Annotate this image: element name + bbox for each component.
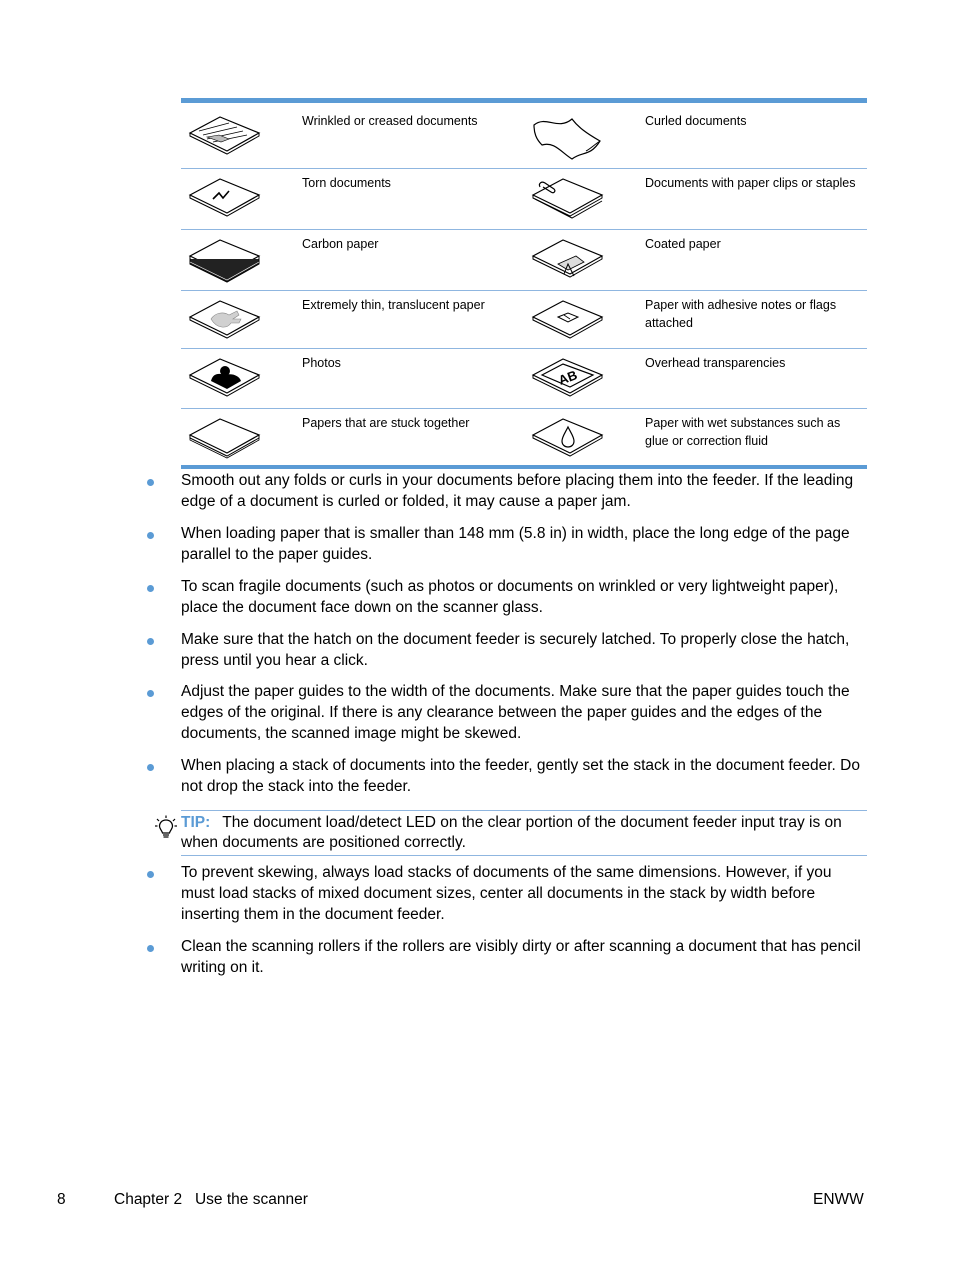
bullet-icon xyxy=(147,945,154,952)
paper-clip-icon xyxy=(528,173,608,225)
bullet-icon xyxy=(147,532,154,539)
row-label-left: Papers that are stuck together xyxy=(302,416,470,430)
photo-icon xyxy=(185,353,265,405)
row-label-left: Photos xyxy=(302,356,341,370)
tip-label: TIP: xyxy=(181,814,211,831)
wet-drop-icon xyxy=(528,413,608,465)
row-label-right: Curled documents xyxy=(645,114,747,128)
edition-code: ENWW xyxy=(813,1191,864,1208)
lightbulb-icon xyxy=(155,815,177,841)
bullet-icon xyxy=(147,585,154,592)
bullet-text: When loading paper that is smaller than 148 mm (5.8 in) in width, place the long edge of the page parallel to the paper guides. xyxy=(181,525,850,563)
row-label-right: Documents with paper clips or staples xyxy=(645,176,856,190)
bullet-text: Adjust the paper guides to the width of the documents. Make sure that the paper guides touch the edges of the original. If there is any clearance between the paper guides and the edges of the documents, the scanned image might be skewed. xyxy=(181,683,850,742)
adhesive-note-icon xyxy=(528,295,608,347)
bullet-icon xyxy=(147,764,154,771)
chapter-title: Chapter 2 Use the scanner xyxy=(114,1191,308,1208)
bullet-text: Smooth out any folds or curls in your documents before placing them into the feeder. If the leading edge of a document is curled or folded, it may cause a paper jam. xyxy=(181,472,854,510)
bullet-text: Clean the scanning rollers if the rollers are visibly dirty or after scanning a document that has pencil writing on it. xyxy=(181,938,861,976)
row-label-right: Coated paper xyxy=(645,237,721,251)
row-label-left: Extremely thin, translucent paper xyxy=(302,298,485,312)
table-row xyxy=(181,348,867,408)
table-row xyxy=(181,229,867,290)
bullet-icon xyxy=(147,479,154,486)
coated-paper-icon xyxy=(528,234,608,286)
page-number: 8 xyxy=(57,1191,66,1208)
table-row xyxy=(181,290,867,348)
bullet-text: To scan fragile documents (such as photos or documents on wrinkled or very lightweight paper), place the document face down on the scanner glass. xyxy=(181,578,839,616)
table-row xyxy=(181,168,867,229)
row-label-left: Carbon paper xyxy=(302,237,379,251)
paper-types-table xyxy=(181,98,867,469)
stuck-papers-icon xyxy=(185,413,265,465)
transparency-badge: AB xyxy=(556,367,580,388)
torn-paper-icon xyxy=(185,173,265,225)
wrinkled-paper-icon xyxy=(185,111,265,163)
row-label-left: Torn documents xyxy=(302,176,391,190)
bullet-icon xyxy=(147,871,154,878)
carbon-paper-icon xyxy=(185,234,265,286)
row-label-right: Paper with wet substances such as glue or correction fluid xyxy=(645,416,841,448)
bullet-text: Make sure that the hatch on the document feeder is securely latched. To properly close the hatch, press until you hear a click. xyxy=(181,631,850,669)
tip-body: The document load/detect LED on the clear portion of the document feeder input tray is on when documents are positioned correctly. xyxy=(181,814,842,851)
row-label-left: Wrinkled or creased documents xyxy=(302,114,478,128)
row-label-right: Overhead transparencies xyxy=(645,356,786,370)
row-label-right: Paper with adhesive notes or flags attached xyxy=(645,298,837,330)
translucent-paper-icon xyxy=(185,295,265,347)
tip-text xyxy=(181,813,867,853)
bullet-icon xyxy=(147,638,154,645)
transparency-icon xyxy=(528,353,608,405)
curled-paper-icon xyxy=(528,111,608,163)
table-row xyxy=(181,408,867,465)
table-row xyxy=(181,103,867,168)
tip-note xyxy=(181,810,867,856)
bullet-icon xyxy=(147,690,154,697)
bullet-text: When placing a stack of documents into the feeder, gently set the stack in the document feeder. Do not drop the stack into the feeder. xyxy=(181,757,860,795)
bullet-text: To prevent skewing, always load stacks of documents of the same dimensions. However, if you must load stacks of mixed document sizes, center all documents in the stack by width before inserting them in the document feeder. xyxy=(181,864,832,923)
